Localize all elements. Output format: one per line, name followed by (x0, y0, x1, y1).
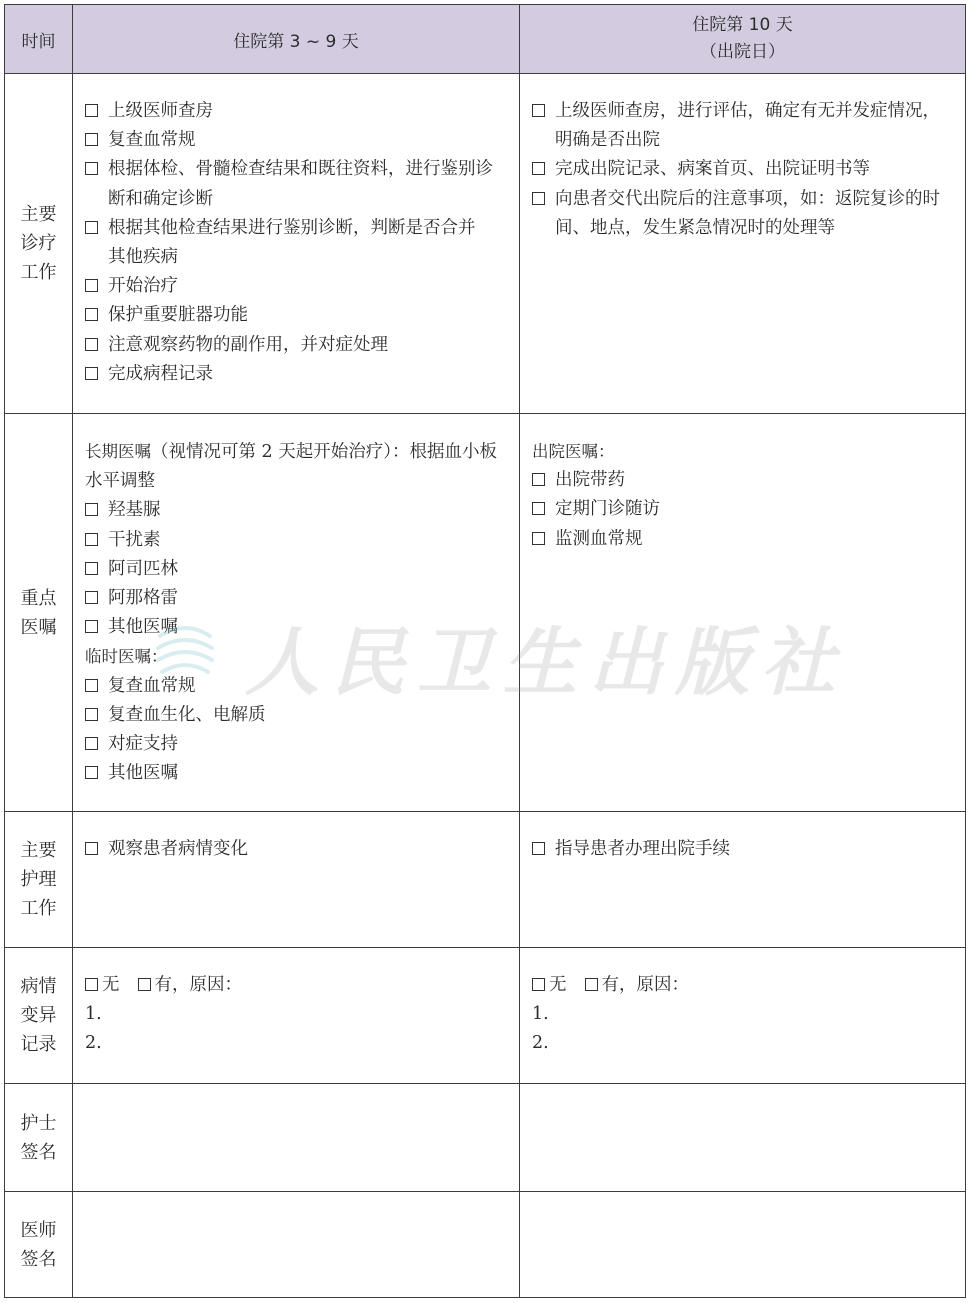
watermark-text: 人民卫生出版社 (245, 620, 847, 706)
row-label-nursing: 主要 护理 工作 (5, 812, 73, 948)
checklist-item (85, 672, 507, 701)
checklist-item-text: 其他医嘱 (108, 617, 178, 638)
checklist-item (85, 360, 507, 389)
checkbox[interactable] (585, 978, 598, 991)
checklist-item (85, 126, 507, 155)
header-day-10 (520, 5, 966, 74)
variation-day-3-9 (73, 948, 520, 1084)
checklist-item (532, 525, 953, 554)
checklist-item-text: 监测血常规 (555, 528, 643, 549)
checkbox[interactable] (85, 367, 98, 380)
checklist-item (85, 835, 507, 864)
checklist-item (85, 331, 507, 360)
checklist-item-text: 其他医嘱 (108, 763, 178, 784)
checklist-item (85, 555, 507, 584)
checkbox[interactable] (85, 620, 98, 633)
nurse-signature-day-10[interactable] (520, 1084, 966, 1192)
row-diagnosis (5, 74, 966, 414)
row-doctor-signature (5, 1192, 966, 1298)
header-day-3-9: 住院第 3 ~ 9 天 (73, 5, 520, 74)
nursing-day-3-9 (73, 812, 520, 948)
variation-choice-line (532, 971, 953, 1000)
checklist-item (85, 730, 507, 759)
checkbox[interactable] (532, 502, 545, 515)
checklist-item (532, 97, 953, 155)
variation-day-10 (520, 948, 966, 1084)
row-label-orders: 重点 医嘱 (5, 414, 73, 812)
checklist-item (85, 214, 507, 272)
variation-choice-line (85, 971, 507, 1000)
checkbox[interactable] (85, 708, 98, 721)
nurse-signature-day-3-9[interactable] (73, 1084, 520, 1192)
checkbox[interactable] (532, 104, 545, 117)
checklist-item (532, 466, 953, 495)
row-label-variation: 病情 变异 记录 (5, 948, 73, 1084)
checklist-item-text: 明确是否出院 (555, 130, 660, 151)
checkbox[interactable] (85, 978, 98, 991)
variation-has-option[interactable]: 有，原因： (138, 971, 243, 1000)
diagnosis-day-3-9 (73, 74, 520, 414)
checkbox[interactable] (85, 503, 98, 516)
checklist-item-text: 间、地点，发生紧急情况时的处理等 (555, 217, 835, 238)
variation-none-option[interactable]: 无 (85, 971, 120, 1000)
variation-reason-2: 2. (532, 1033, 549, 1054)
header-time-label: 时间 (5, 5, 73, 74)
checkbox[interactable] (85, 766, 98, 779)
row-nurse-signature (5, 1084, 966, 1192)
checklist-item (85, 584, 507, 613)
checklist-item (85, 613, 507, 642)
checkbox[interactable] (85, 562, 98, 575)
checklist-item-text: 阿那格雷 (108, 588, 178, 609)
nursing-day-10 (520, 812, 966, 948)
row-label-nurse-signature: 护士 签名 (5, 1084, 73, 1192)
checkbox[interactable] (85, 533, 98, 546)
checkbox[interactable] (85, 279, 98, 292)
checklist-item (85, 301, 507, 330)
long-term-orders-note-cont: 水平调整 (85, 471, 155, 492)
checkbox[interactable] (85, 737, 98, 750)
checkbox[interactable] (532, 162, 545, 175)
checklist-item (85, 496, 507, 525)
checkbox[interactable] (532, 978, 545, 991)
checklist-item (532, 155, 953, 184)
variation-reason-2: 2. (85, 1033, 102, 1054)
checklist-item-text: 注意观察药物的副作用，并对症处理 (108, 334, 388, 355)
checklist-item-text: 根据体检、骨髓检查结果和既往资料，进行鉴别诊 (108, 159, 493, 180)
checklist-item-text: 其他疾病 (108, 247, 178, 268)
checklist-item (85, 97, 507, 126)
checklist-item-text: 观察患者病情变化 (108, 839, 248, 859)
checkbox[interactable] (532, 532, 545, 545)
checklist-item-text: 完成出院记录、病案首页、出院证明书等 (555, 159, 870, 180)
long-term-orders-title: 长期医嘱 (85, 442, 151, 461)
checkbox[interactable] (85, 133, 98, 146)
checkbox[interactable] (532, 842, 545, 855)
checkbox[interactable] (85, 591, 98, 604)
checklist-item-text: 上级医师查房，进行评估，确定有无并发症情况， (555, 101, 940, 121)
checkbox[interactable] (138, 978, 151, 991)
variation-has-option[interactable]: 有，原因： (585, 971, 690, 1000)
discharge-orders-list (532, 466, 953, 554)
row-orders (5, 414, 966, 812)
clinical-pathway-sheet (4, 4, 965, 1299)
doctor-signature-day-3-9[interactable] (73, 1192, 520, 1298)
checkbox[interactable] (85, 338, 98, 351)
checklist-item (85, 272, 507, 301)
checklist-item-text: 上级医师查房 (108, 101, 213, 121)
checklist-item-text: 干扰素 (108, 529, 161, 550)
checkbox[interactable] (85, 104, 98, 117)
checklist-item-text: 复查血生化、电解质 (108, 704, 266, 725)
checkbox[interactable] (85, 162, 98, 175)
checklist-item (532, 835, 953, 864)
long-term-orders-note: （视情况可第 2 天起开始治疗）：根据血小板 (151, 442, 498, 462)
checklist-item (532, 185, 953, 243)
row-label-doctor-signature: 医师 签名 (5, 1192, 73, 1298)
checklist-item-text: 阿司匹林 (108, 558, 178, 579)
checklist-item-text: 完成病程记录 (108, 363, 213, 384)
variation-reason-1: 1. (85, 1004, 102, 1025)
row-variation (5, 948, 966, 1084)
checkbox[interactable] (85, 842, 98, 855)
checklist-item-text: 定期门诊随访 (555, 499, 660, 520)
checklist (532, 97, 953, 243)
checklist-item-text: 羟基脲 (108, 500, 161, 521)
pathway-table (4, 4, 966, 1298)
checklist-item (85, 526, 507, 555)
checklist-item-text: 指导患者办理出院手续 (555, 839, 730, 859)
orders-day-10 (520, 414, 966, 812)
variation-reason-1: 1. (532, 1004, 549, 1025)
header-row (5, 5, 966, 74)
diagnosis-day-10 (520, 74, 966, 414)
orders-day-3-9 (73, 414, 520, 812)
checklist-item (85, 701, 507, 730)
long-term-orders-list (85, 496, 507, 642)
checklist-item (532, 495, 953, 524)
checklist-item (85, 759, 507, 788)
checklist-item (85, 155, 507, 213)
checklist-item-text: 复查血常规 (108, 675, 196, 696)
temporary-orders-title: 临时医嘱： (85, 647, 168, 667)
checklist-item-text: 根据其他检查结果进行鉴别诊断，判断是否合并 (108, 217, 476, 238)
checklist-item-text: 保护重要脏器功能 (108, 305, 248, 326)
checkbox[interactable] (532, 192, 545, 205)
doctor-signature-day-10[interactable] (520, 1192, 966, 1298)
header-day-10-subtitle: （出院日） (700, 42, 785, 62)
row-nursing (5, 812, 966, 948)
checkbox[interactable] (85, 679, 98, 692)
checklist-item-text: 出院带药 (555, 470, 625, 491)
checklist-item-text: 开始治疗 (108, 276, 178, 297)
temporary-orders-list (85, 672, 507, 789)
discharge-orders-title: 出院医嘱： (532, 442, 615, 461)
checklist-item-text: 对症支持 (108, 734, 178, 755)
checklist (85, 97, 507, 389)
row-label-diagnosis: 主要 诊疗 工作 (5, 74, 73, 414)
checkbox[interactable] (532, 473, 545, 486)
header-day-10-title: 住院第 10 天 (692, 15, 793, 35)
long-term-orders-heading (85, 437, 507, 467)
variation-none-option[interactable]: 无 (532, 971, 567, 1000)
checkbox[interactable] (85, 221, 98, 234)
checklist-item-text: 断和确定诊断 (108, 188, 213, 209)
checklist-item-text: 向患者交代出院后的注意事项，如：返院复诊的时 (555, 188, 940, 209)
checkbox[interactable] (85, 308, 98, 321)
checklist-item-text: 复查血常规 (108, 130, 196, 151)
